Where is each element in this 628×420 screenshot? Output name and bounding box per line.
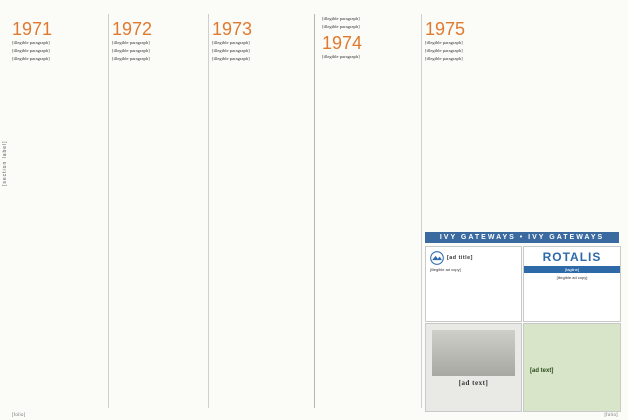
class-year-heading: 1974: [322, 32, 363, 53]
support-ad[interactable]: [523, 323, 621, 412]
right-column-1: [322, 16, 418, 412]
stone-ad-text: [ad text]: [458, 379, 489, 387]
class-note-paragraph: [illegible paragraph]: [322, 23, 360, 29]
class-note-paragraph: [illegible paragraph]: [12, 55, 50, 61]
left-column-1: [12, 16, 104, 412]
class-note-paragraph: [illegible paragraph]: [322, 53, 360, 59]
class-note-paragraph: [illegible paragraph]: [112, 47, 150, 53]
class-note-paragraph: [illegible paragraph]: [425, 40, 463, 45]
class-note-paragraph: [illegible paragraph]: [12, 40, 50, 45]
class-note-paragraph: [illegible paragraph]: [212, 40, 250, 45]
class-note-paragraph: [illegible paragraph]: [425, 55, 463, 61]
page-gutter: [314, 14, 315, 408]
right-folio: [folio]: [604, 412, 618, 417]
support-ad-text: [ad text]: [530, 368, 554, 374]
left-column-3: [212, 16, 306, 412]
column-divider: [208, 14, 209, 408]
scenic-ad-body: [illegible ad copy]: [430, 267, 461, 272]
right-column-2: [425, 16, 619, 228]
class-year-heading: 1973: [212, 19, 253, 39]
stone-ad[interactable]: [425, 323, 522, 412]
class-note-paragraph: [illegible paragraph]: [112, 55, 150, 61]
class-year-heading: 1971: [12, 19, 53, 39]
stone-ad-photo: [432, 330, 515, 376]
side-label: [section label]: [2, 140, 8, 186]
class-note-paragraph: [illegible paragraph]: [212, 47, 250, 53]
rotalis-title: ROTALIS: [542, 250, 602, 264]
column-divider: [108, 14, 109, 408]
class-year-heading: 1975: [425, 19, 466, 39]
left-column-2: [112, 16, 204, 412]
scenic-logo-icon: [430, 251, 444, 265]
scenic-ad[interactable]: [425, 246, 522, 322]
column-divider: [421, 14, 422, 408]
class-year-heading: 1972: [112, 19, 153, 39]
class-note-paragraph: [illegible paragraph]: [212, 55, 250, 61]
class-note-paragraph: [illegible paragraph]: [425, 47, 463, 53]
rotalis-ad[interactable]: [523, 246, 621, 322]
ivy-gateways-header: IVY GATEWAYS • IVY GATEWAYS: [425, 232, 619, 243]
rotalis-body: [illegible ad copy]: [556, 275, 588, 280]
scenic-ad-title: [ad title]: [447, 255, 473, 261]
class-note-paragraph: [illegible paragraph]: [112, 40, 150, 45]
left-folio: [folio]: [12, 412, 26, 417]
class-note-paragraph: [illegible paragraph]: [322, 16, 360, 21]
class-note-paragraph: [illegible paragraph]: [12, 47, 50, 53]
rotalis-tagline: [tagline]: [524, 266, 620, 273]
